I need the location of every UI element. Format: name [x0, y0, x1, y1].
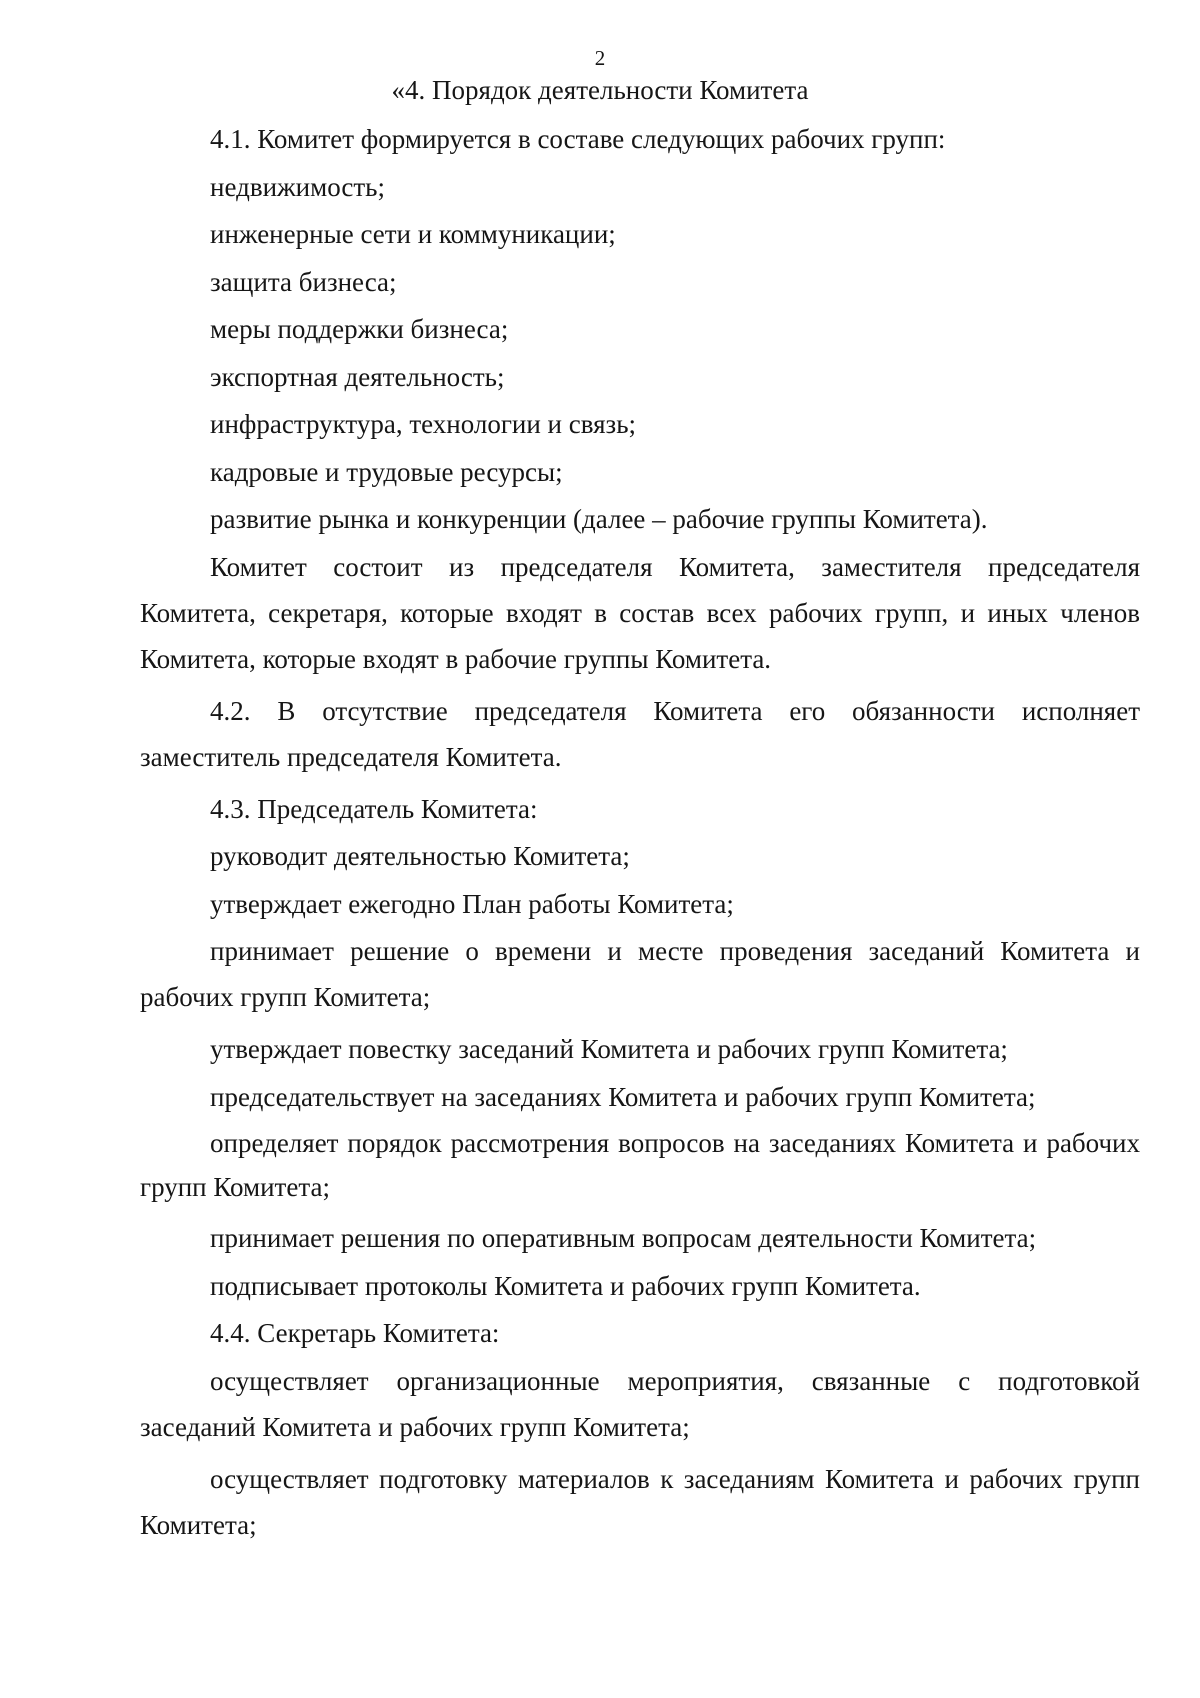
chairman-duty-7: принимает решения по оперативным вопросам деятельности Комитета; — [210, 1223, 1037, 1253]
chairman-duty-6: определяет порядок рассмотрения вопросов на заседаниях Комитета и рабочих групп Комитета; — [140, 1128, 1140, 1202]
section-heading: «4. Порядок деятельности Комитета — [391, 75, 809, 105]
secretary-duty-2: осуществляет подготовку материалов к заседаниям Комитета и рабочих групп Комитета; — [140, 1463, 1140, 1540]
chairman-duty-3: принимает решение о времени и месте проведения заседаний Комитета и рабочих групп Комитета; — [140, 936, 1140, 1012]
chairman-duty-4: утверждает повестку заседаний Комитета и рабочих групп Комитета; — [210, 1034, 1008, 1064]
chairman-duty-8: подписывает протоколы Комитета и рабочих групп Комитета. — [210, 1270, 921, 1301]
list-item-real-estate: недвижимость; — [210, 171, 385, 202]
list-item-market-development: развитие рынка и конкуренции (далее – рабочие группы Комитета). — [210, 504, 988, 534]
list-item-engineering-networks: инженерные сети и коммуникации; — [210, 219, 616, 249]
list-item-personnel: кадровые и трудовые ресурсы; — [210, 456, 563, 487]
paragraph-4-4: 4.4. Секретарь Комитета: — [210, 1318, 500, 1348]
list-item-infrastructure: инфраструктура, технологии и связь; — [210, 409, 637, 439]
secretary-duty-1: осуществляет организационные мероприятия, связанные с подготовкой заседаний Комитета и рабочих групп Комитета; — [140, 1365, 1140, 1442]
paragraph-committee-composition: Комитет состоит из председателя Комитета, заместителя председателя Комитета, секретаря, которые входят в состав всех рабочих групп, и иных членов Комитета, которые входят в рабочие группы Комитета. — [140, 551, 1140, 674]
page-number: 2 — [594, 46, 606, 70]
list-item-export: экспортная деятельность; — [210, 361, 505, 392]
paragraph-4-2: 4.2. В отсутствие председателя Комитета его обязанности исполняет заместитель председателя Комитета. — [140, 695, 1140, 772]
chairman-duty-5: председательствует на заседаниях Комитета и рабочих групп Комитета; — [210, 1081, 1036, 1112]
document-body — [140, 116, 1140, 1554]
paragraph-4-1: 4.1. Комитет формируется в составе следующих рабочих групп: — [210, 124, 946, 154]
chairman-duty-1: руководит деятельностью Комитета; — [210, 841, 630, 871]
list-item-business-support: меры поддержки бизнеса; — [210, 314, 509, 344]
paragraph-4-3: 4.3. Председатель Комитета: — [210, 793, 538, 824]
list-item-business-protection: защита бизнеса; — [210, 266, 397, 297]
chairman-duty-2: утверждает ежегодно План работы Комитета; — [210, 888, 734, 919]
